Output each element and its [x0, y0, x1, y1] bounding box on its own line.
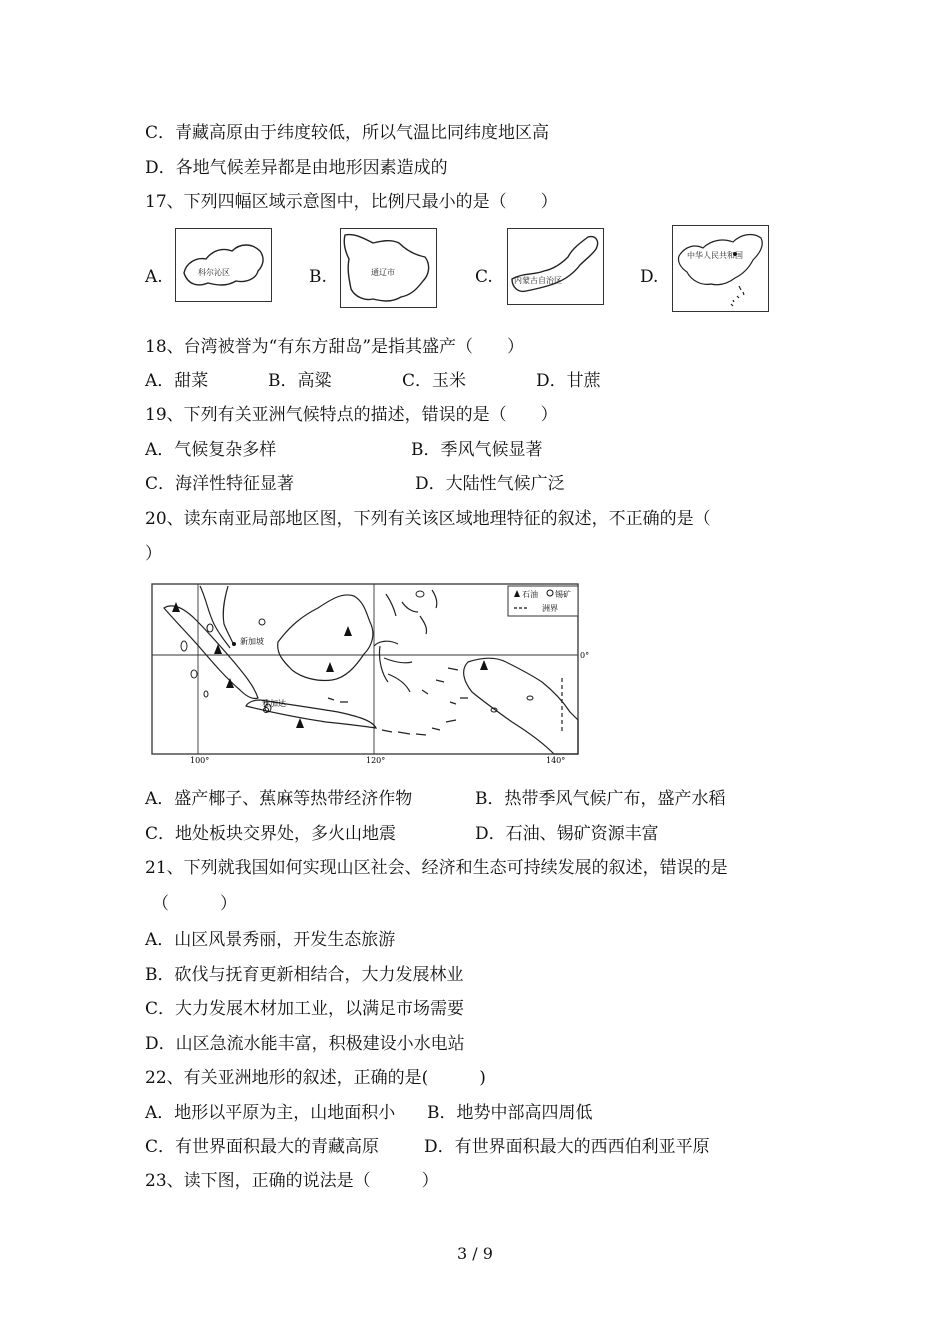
q17-label-d: D. [640, 267, 659, 287]
q18-option-a: A．甜菜 [145, 371, 209, 391]
q18-stem: 18、台湾被誉为“有东方甜岛”是指其盛产（ ） [145, 337, 525, 357]
q20-option-c: C．地处板块交界处，多火山地震 [145, 824, 397, 844]
q17-map-d [672, 225, 769, 312]
q21-option-b: B．砍伐与抚育更新相结合，大力发展林业 [145, 965, 464, 985]
q17-map-b [340, 228, 437, 308]
q17-stem: 17、下列四幅区域示意图中，比例尺最小的是（ ） [145, 192, 558, 212]
southeast-asia-map-svg [150, 582, 590, 767]
city-singapore-label: 新加坡 [240, 637, 264, 646]
q20-option-b: B．热带季风气候广布，盛产水稻 [475, 789, 726, 809]
southeast-asia-map [150, 582, 590, 767]
lon-140-label: 140° [546, 756, 566, 765]
q20-stem: 20、读东南亚局部地区图，下列有关该区域地理特征的叙述，不正确的是（ [145, 509, 711, 529]
q16-option-c: C．青藏高原由于纬度较低，所以气温比同纬度地区高 [145, 123, 550, 143]
q17-map-c [507, 228, 604, 305]
q22-option-c: C．有世界面积最大的青藏高原 [145, 1137, 380, 1157]
q20-option-a: A．盛产椰子、蕉麻等热带经济作物 [145, 789, 413, 809]
q21-option-a: A．山区风景秀丽，开发生态旅游 [145, 930, 396, 950]
lon-100-label: 100° [190, 756, 210, 765]
q19-option-c: C．海洋性特征显著 [145, 474, 295, 494]
q16-option-d: D．各地气候差异都是由地形因素造成的 [145, 158, 448, 178]
q19-option-a: A．气候复杂多样 [145, 440, 277, 460]
legend-tin-label: 锡矿 [555, 590, 571, 599]
legend-border-label: 洲界 [542, 604, 558, 613]
q17-label-a: A. [145, 267, 163, 287]
q22-option-a: A．地形以平原为主，山地面积小 [145, 1103, 396, 1123]
lat-0-label: 0° [580, 651, 590, 660]
q22-option-b: B．地势中部高四周低 [427, 1103, 593, 1123]
q21-option-d: D．山区急流水能丰富，积极建设小水电站 [145, 1034, 465, 1054]
q17-map-a-label: 科尔沁区 [198, 268, 230, 277]
q23-stem: 23、读下图，正确的说法是（ ） [145, 1171, 439, 1191]
legend-oil-label: 石油 [522, 590, 538, 599]
lon-120-label: 120° [366, 756, 386, 765]
q17-map-c-label: 内蒙古自治区 [514, 276, 562, 285]
q19-stem: 19、下列有关亚洲气候特点的描述，错误的是（ ） [145, 405, 558, 425]
q21-stem-end: （ ） [152, 894, 237, 914]
q21-stem: 21、下列就我国如何实现山区社会、经济和生态可持续发展的叙述，错误的是 [145, 858, 728, 878]
keerqin-outline-icon [176, 229, 271, 301]
q17-map-a [175, 228, 272, 302]
q20-option-d: D．石油、锡矿资源丰富 [475, 824, 659, 844]
q18-option-d: D．甘蔗 [536, 371, 601, 391]
q20-stem-end: ） [145, 544, 162, 564]
q17-map-b-label: 通辽市 [371, 268, 395, 277]
q22-option-d: D．有世界面积最大的西西伯利亚平原 [424, 1137, 710, 1157]
china-outline-icon [673, 226, 768, 311]
q22-stem: 22、有关亚洲地形的叙述，正确的是( ) [145, 1068, 486, 1088]
q17-label-b: B. [309, 267, 327, 287]
q17-label-c: C. [475, 267, 493, 287]
q21-option-c: C．大力发展木材加工业，以满足市场需要 [145, 999, 465, 1019]
inner-mongolia-outline-icon [508, 229, 603, 304]
q19-option-d: D．大陆性气候广泛 [415, 474, 565, 494]
q18-option-c: C．玉米 [402, 371, 467, 391]
q18-option-b: B．高粱 [268, 371, 332, 391]
city-jakarta-label: 雅加达 [262, 699, 286, 708]
q19-option-b: B．季风气候显著 [411, 440, 543, 460]
q17-map-d-label: 中华人民共和国 [687, 251, 743, 260]
page-number: 3 / 9 [457, 1244, 493, 1263]
